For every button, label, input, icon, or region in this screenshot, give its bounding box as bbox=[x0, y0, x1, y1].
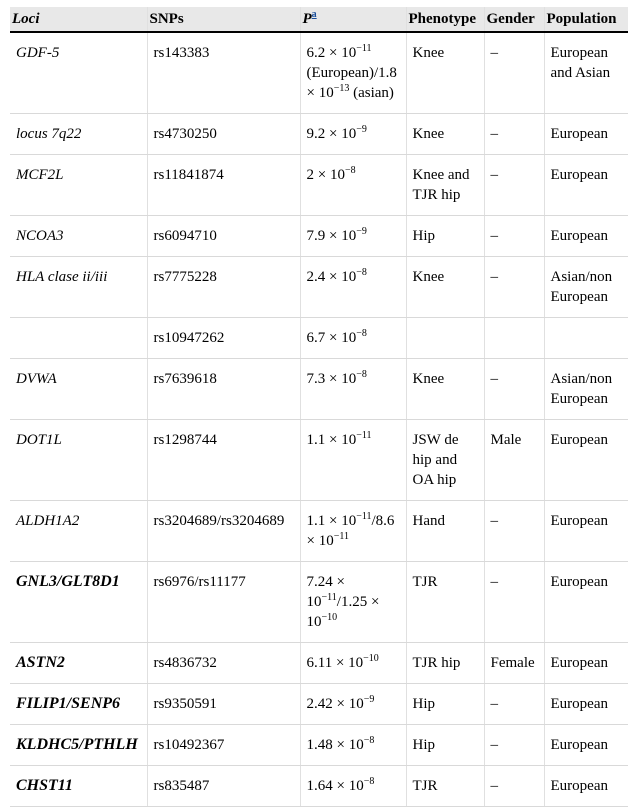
population-cell: Asian/non European bbox=[544, 257, 628, 318]
p-value-cell bbox=[300, 725, 406, 766]
table-row bbox=[10, 257, 628, 318]
p-value-base: 1.64 × 10 bbox=[306, 778, 364, 794]
gender-cell: – bbox=[484, 501, 544, 562]
table-row bbox=[10, 420, 628, 501]
phenotype-cell: JSW de hip and OA hip bbox=[406, 420, 484, 501]
p-value-exponent: −8 bbox=[363, 735, 375, 746]
gender-cell: – bbox=[484, 155, 544, 216]
p-value-cell bbox=[300, 684, 406, 725]
gender-cell: – bbox=[484, 684, 544, 725]
table-row bbox=[10, 725, 628, 766]
table-row bbox=[10, 216, 628, 257]
snps-cell: rs835487 bbox=[147, 766, 300, 807]
header-loci: Loci bbox=[10, 7, 147, 32]
population-cell: European bbox=[544, 562, 628, 643]
gender-cell: – bbox=[484, 257, 544, 318]
snps-cell: rs11841874 bbox=[147, 155, 300, 216]
p-value-base: 2.4 × 10 bbox=[306, 269, 357, 285]
gender-cell: – bbox=[484, 766, 544, 807]
snps-cell: rs143383 bbox=[147, 32, 300, 114]
p-value-exponent: −9 bbox=[363, 694, 375, 705]
gender-cell: Female bbox=[484, 643, 544, 684]
p-value-cell bbox=[300, 420, 406, 501]
header-snps: SNPs bbox=[147, 7, 300, 32]
snps-cell: rs9350591 bbox=[147, 684, 300, 725]
phenotype-cell bbox=[406, 318, 484, 359]
p-value-cell bbox=[300, 32, 406, 114]
p-value-base: 1.48 × 10 bbox=[306, 737, 364, 753]
phenotype-cell: Knee bbox=[406, 359, 484, 420]
snps-cell: rs6094710 bbox=[147, 216, 300, 257]
population-cell: European bbox=[544, 155, 628, 216]
p-value-cell bbox=[300, 766, 406, 807]
phenotype-cell: Hip bbox=[406, 725, 484, 766]
table-row bbox=[10, 114, 628, 155]
phenotype-cell: TJR bbox=[406, 562, 484, 643]
p-value-base: 1.1 × 10 bbox=[306, 513, 357, 529]
loci-cell: CHST11 bbox=[10, 766, 147, 807]
population-cell: European bbox=[544, 643, 628, 684]
snps-cell: rs6976/rs11177 bbox=[147, 562, 300, 643]
loci-cell: GNL3/GLT8D1 bbox=[10, 562, 147, 643]
snps-cell: rs1298744 bbox=[147, 420, 300, 501]
gender-cell: – bbox=[484, 216, 544, 257]
p-value-base: 7.9 × 10 bbox=[306, 228, 357, 244]
header-phenotype: Phenotype bbox=[406, 7, 484, 32]
phenotype-cell: TJR hip bbox=[406, 643, 484, 684]
p-value-base: 1.1 × 10 bbox=[306, 432, 357, 448]
gender-cell: – bbox=[484, 725, 544, 766]
table-row bbox=[10, 684, 628, 725]
p-value-cell bbox=[300, 318, 406, 359]
p-value-exponent: −10 bbox=[363, 653, 379, 664]
p-value-base: (asian) bbox=[349, 85, 394, 101]
header-gender: Gender bbox=[484, 7, 544, 32]
header-p: $P^a$ bbox=[300, 7, 406, 32]
header-population: Population bbox=[544, 7, 628, 32]
p-value-exponent: −8 bbox=[344, 165, 356, 176]
loci-cell: ALDH1A2 bbox=[10, 501, 147, 562]
population-cell: Asian/non European bbox=[544, 359, 628, 420]
p-value-cell bbox=[300, 501, 406, 562]
phenotype-cell: Knee bbox=[406, 32, 484, 114]
phenotype-cell: Knee bbox=[406, 257, 484, 318]
p-value-cell bbox=[300, 643, 406, 684]
p-value-exponent: −8 bbox=[363, 776, 375, 787]
p-value-cell bbox=[300, 216, 406, 257]
gender-cell bbox=[484, 318, 544, 359]
population-cell: European bbox=[544, 725, 628, 766]
p-value-base: 9.2 × 10 bbox=[306, 126, 357, 142]
loci-cell bbox=[10, 318, 147, 359]
loci-cell: FILIP1/SENP6 bbox=[10, 684, 147, 725]
p-value-base: 2.42 × 10 bbox=[306, 696, 364, 712]
footnote-a-link[interactable]: a bbox=[311, 9, 317, 20]
p-value-cell bbox=[300, 155, 406, 216]
snps-cell: rs4836732 bbox=[147, 643, 300, 684]
phenotype-cell: Knee bbox=[406, 114, 484, 155]
snps-cell: rs10947262 bbox=[147, 318, 300, 359]
loci-cell: DVWA bbox=[10, 359, 147, 420]
phenotype-cell: Hand bbox=[406, 501, 484, 562]
population-cell: European bbox=[544, 766, 628, 807]
loci-table bbox=[10, 7, 628, 807]
phenotype-cell: Knee and TJR hip bbox=[406, 155, 484, 216]
p-value-exponent: −11 bbox=[356, 511, 372, 522]
p-value-base: 6.7 × 10 bbox=[306, 330, 357, 346]
gender-cell: – bbox=[484, 32, 544, 114]
phenotype-cell: Hip bbox=[406, 216, 484, 257]
p-value-cell bbox=[300, 114, 406, 155]
gender-cell: – bbox=[484, 359, 544, 420]
table-header-row bbox=[10, 7, 628, 32]
p-value-exponent: −13 bbox=[333, 83, 350, 94]
p-value-base: 7.3 × 10 bbox=[306, 371, 357, 387]
p-value-base: /1.25 × 10 bbox=[306, 594, 380, 630]
population-cell: European bbox=[544, 684, 628, 725]
p-value-exponent: −9 bbox=[356, 124, 367, 135]
p-value-cell bbox=[300, 562, 406, 643]
p-value-exponent: −11 bbox=[333, 531, 349, 542]
loci-cell: DOT1L bbox=[10, 420, 147, 501]
loci-cell: HLA clase ii/iii bbox=[10, 257, 147, 318]
table-row bbox=[10, 155, 628, 216]
loci-cell: KLDHC5/PTHLH bbox=[10, 725, 147, 766]
table-row bbox=[10, 318, 628, 359]
gender-cell: – bbox=[484, 562, 544, 643]
phenotype-cell: Hip bbox=[406, 684, 484, 725]
snps-cell: rs10492367 bbox=[147, 725, 300, 766]
loci-cell: ASTN2 bbox=[10, 643, 147, 684]
p-value-base: 2 × 10 bbox=[306, 167, 345, 183]
population-cell: European bbox=[544, 501, 628, 562]
population-cell: European and Asian bbox=[544, 32, 628, 114]
gender-cell: – bbox=[484, 114, 544, 155]
p-value-base: /8.6 × 10 bbox=[306, 513, 395, 549]
p-value-base: (European)/1.8 × 10 bbox=[306, 65, 397, 101]
p-value-exponent: −11 bbox=[321, 592, 337, 603]
snps-cell: rs7775228 bbox=[147, 257, 300, 318]
table-row bbox=[10, 643, 628, 684]
snps-cell: rs7639618 bbox=[147, 359, 300, 420]
p-value-base: 6.2 × 10 bbox=[306, 45, 357, 61]
table-row bbox=[10, 766, 628, 807]
loci-cell: NCOA3 bbox=[10, 216, 147, 257]
population-cell: European bbox=[544, 216, 628, 257]
p-value-exponent: −8 bbox=[356, 328, 367, 339]
table-row bbox=[10, 32, 628, 114]
p-value-exponent: −8 bbox=[356, 369, 367, 380]
population-cell: European bbox=[544, 420, 628, 501]
table-row bbox=[10, 359, 628, 420]
snps-cell: rs3204689/rs3204689 bbox=[147, 501, 300, 562]
table-row bbox=[10, 501, 628, 562]
loci-cell: MCF2L bbox=[10, 155, 147, 216]
p-value-exponent: −9 bbox=[356, 226, 367, 237]
p-value-exponent: −11 bbox=[356, 43, 372, 54]
p-value-exponent: −11 bbox=[356, 430, 372, 441]
population-cell bbox=[544, 318, 628, 359]
p-value-base: 7.24 × 10 bbox=[306, 574, 345, 610]
phenotype-cell: TJR bbox=[406, 766, 484, 807]
gender-cell: Male bbox=[484, 420, 544, 501]
p-value-base: 6.11 × 10 bbox=[306, 655, 364, 671]
table-row bbox=[10, 562, 628, 643]
loci-cell: GDF-5 bbox=[10, 32, 147, 114]
loci-cell: locus 7q22 bbox=[10, 114, 147, 155]
p-value-cell bbox=[300, 257, 406, 318]
p-value-cell bbox=[300, 359, 406, 420]
p-value-exponent: −10 bbox=[321, 612, 338, 623]
snps-cell: rs4730250 bbox=[147, 114, 300, 155]
p-value-exponent: −8 bbox=[356, 267, 367, 278]
population-cell: European bbox=[544, 114, 628, 155]
